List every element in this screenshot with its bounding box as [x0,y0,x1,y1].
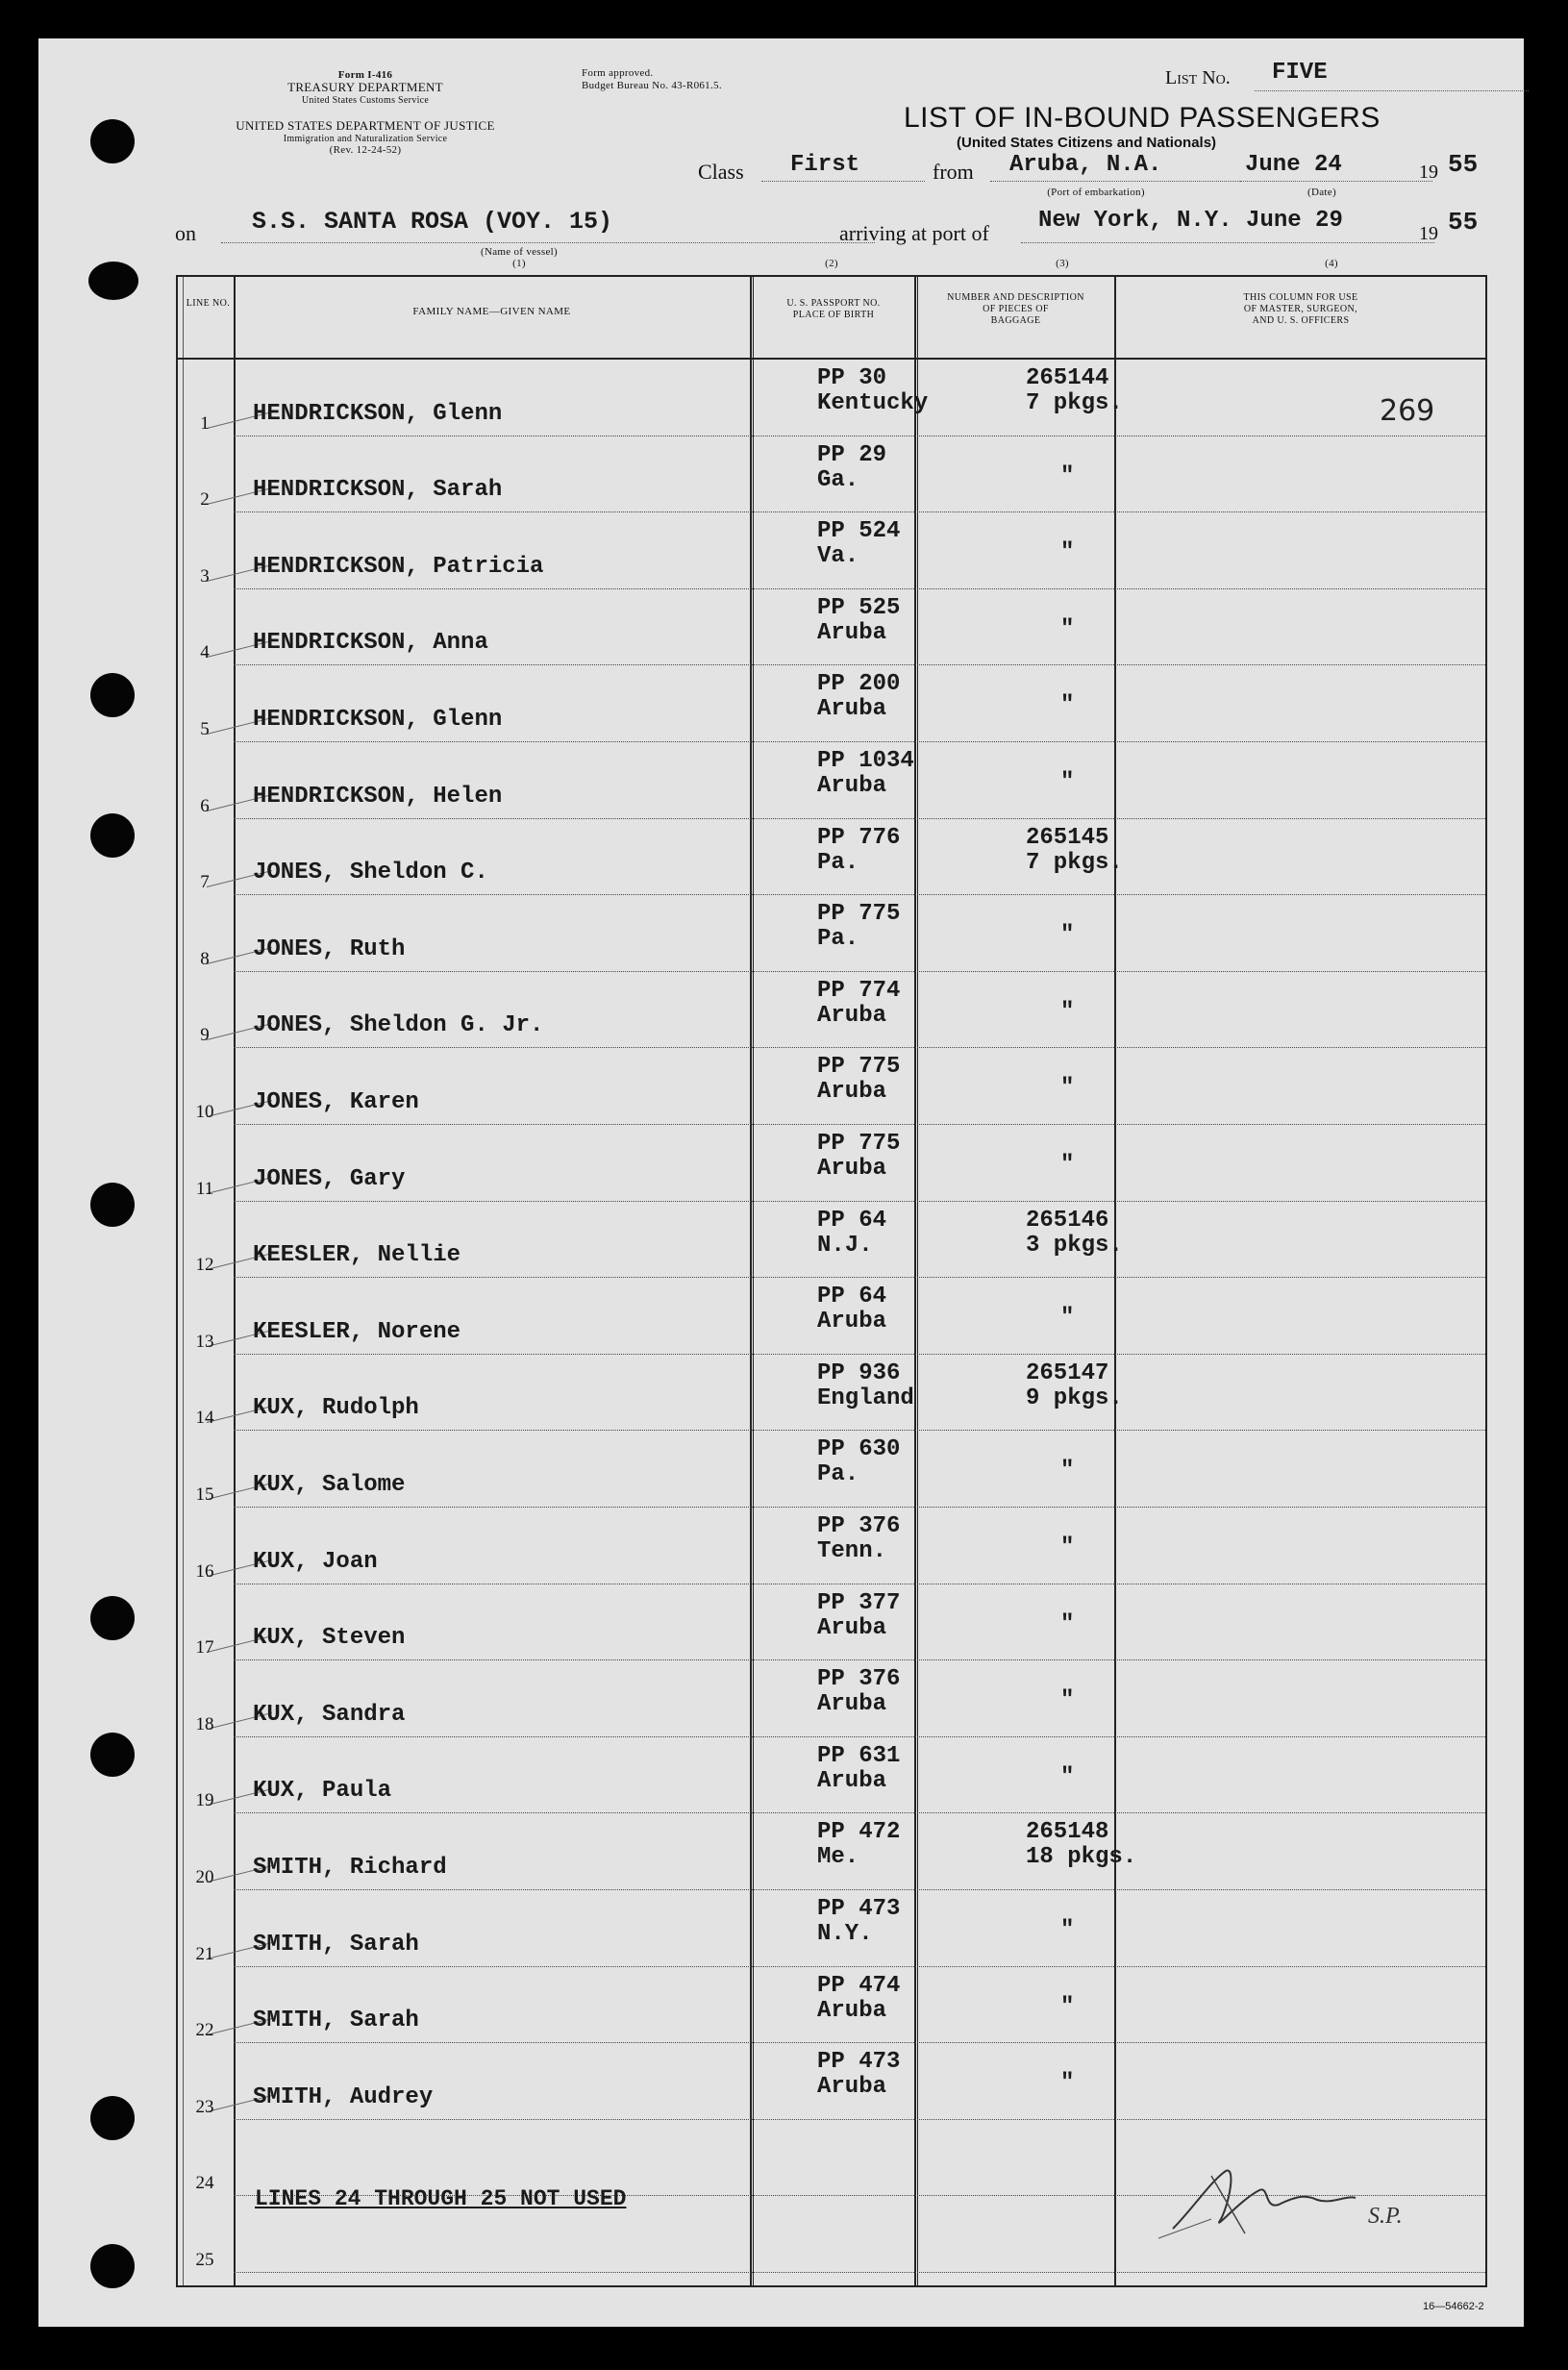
passport-number: PP 936 [817,1360,901,1386]
vessel-caption: (Name of vessel) [481,246,558,258]
passenger-name: JONES, Gary [253,1165,406,1192]
place-of-birth: Aruba [817,1309,887,1335]
table-row [178,512,1485,589]
ditto-mark: " [1060,998,1075,1025]
ditto-mark: " [1060,1458,1075,1484]
table-row [178,1890,1485,1967]
passenger-rows [178,360,1485,2285]
line-number: 11 [195,1178,214,1199]
passport-number: PP 200 [817,671,901,698]
line-number: 5 [200,718,210,739]
passport-number: PP 64 [817,1284,887,1310]
place-of-birth: Aruba [817,1002,887,1029]
punch-hole [90,119,135,163]
passenger-name: KUX, Salome [253,1471,406,1498]
table-row [178,360,1485,437]
passport-number: PP 29 [817,441,887,468]
table-row [178,1048,1485,1125]
year-value: 55 [1448,150,1479,179]
ditto-mark: " [1060,1763,1075,1790]
table-row [178,819,1485,896]
ditto-mark: " [1060,769,1075,795]
place-of-birth: Aruba [817,1767,887,1794]
passport-number: PP 473 [817,2049,901,2076]
line-number: 17 [195,1637,214,1659]
passport-number: PP 774 [817,977,901,1004]
caption-2: (2) [825,258,838,269]
passenger-name: JONES, Karen [253,1088,419,1115]
passport-number: PP 474 [817,1972,901,1999]
table-row [178,972,1485,1049]
baggage-number: 265146 [1026,1207,1109,1234]
list-no-value: FIVE [1272,60,1328,86]
baggage-pieces: 3 pkgs. [1026,1232,1123,1259]
caption-3: (3) [1056,258,1069,269]
table-row [178,1202,1485,1279]
place-of-birth: N.J. [817,1232,873,1259]
passenger-name: KUX, Paula [253,1778,392,1805]
line-number: 20 [195,1866,214,1887]
passport-number: PP 775 [817,901,901,928]
col-name: FAMILY NAME—GIVEN NAME [412,306,571,317]
manifest-page [38,38,1524,2327]
line-number: 24 [195,2173,214,2194]
line-number: 16 [195,1560,214,1582]
passenger-name: JONES, Ruth [253,936,406,962]
place-of-birth: Aruba [817,1691,887,1718]
baggage-number: 265147 [1026,1360,1109,1386]
passenger-name: KUX, Steven [253,1625,406,1652]
lines-not-used-note: LINES 24 THROUGH 25 NOT USED [255,2186,627,2211]
place-of-birth: Aruba [817,696,887,723]
passport-number: PP 1034 [817,748,914,774]
passenger-name: SMITH, Sarah [253,2008,419,2034]
ditto-mark: " [1060,539,1075,566]
page-subtitle: (United States Citizens and Nationals) [957,135,1217,151]
ditto-mark: " [1060,1917,1075,1943]
table-row [178,665,1485,742]
passenger-name: HENDRICKSON, Anna [253,630,488,657]
signature-initials: S.P. [1368,2204,1403,2229]
passport-number: PP 64 [817,1207,887,1234]
punch-hole [90,1596,135,1640]
line-number: 22 [195,2020,214,2041]
port-of-embarkation: Aruba, N.A. [1009,152,1162,178]
ditto-mark: " [1060,922,1075,949]
baggage-number: 265144 [1026,365,1109,391]
passenger-name: SMITH, Audrey [253,2083,434,2110]
revision: (Rev. 12-24-52) [329,144,402,156]
line-number: 7 [200,872,210,893]
place-of-birth: Me. [817,1844,859,1871]
passenger-name: HENDRICKSON, Glenn [253,400,503,427]
col-passport: U. S. PASSPORT NO. PLACE OF BIRTH [786,298,881,320]
place-of-birth: Pa. [817,926,859,953]
table-row [178,2043,1485,2120]
passport-number: PP 30 [817,365,887,391]
line-number: 14 [195,1408,214,1429]
place-of-birth: Pa. [817,1461,859,1488]
vessel-name: S.S. SANTA ROSA (VOY. 15) [252,208,613,236]
year-prefix: 19 [1419,162,1438,183]
passport-number: PP 630 [817,1436,901,1463]
baggage-pieces: 18 pkgs. [1026,1844,1137,1871]
table-row [178,1737,1485,1814]
col-baggage: NUMBER AND DESCRIPTION OF PIECES OF BAGGAGE [947,292,1084,326]
ditto-mark: " [1060,615,1075,642]
footer-code: 16—54662-2 [1423,2301,1484,2312]
passport-number: PP 775 [817,1131,901,1157]
place-of-birth: Tenn. [817,1538,887,1564]
passenger-name: KUX, Sandra [253,1701,406,1728]
line-number: 18 [195,1713,214,1734]
baggage-pieces: 7 pkgs. [1026,849,1123,876]
ins-service: Immigration and Naturalization Service [283,134,448,144]
table-row [178,1813,1485,1890]
line-number: 10 [195,1101,214,1122]
place-of-birth: Aruba [817,1156,887,1182]
place-of-birth: Aruba [817,1079,887,1106]
table-row [178,1508,1485,1584]
place-of-birth: Aruba [817,1614,887,1641]
table-row [178,742,1485,819]
passport-number: PP 525 [817,594,901,621]
place-of-birth: Aruba [817,1997,887,2024]
punch-hole [90,2096,135,2140]
year2-value: 55 [1448,208,1479,237]
department-of-justice: UNITED STATES DEPARTMENT OF JUSTICE [236,118,495,133]
embarkation-date: June 24 [1245,152,1342,178]
line-number: 25 [195,2249,214,2270]
passenger-name: SMITH, Sarah [253,1931,419,1958]
passenger-name: HENDRICKSON, Patricia [253,553,544,580]
passenger-name: JONES, Sheldon G. Jr. [253,1012,544,1039]
form-number: Form I-416 [337,69,393,81]
table-row [178,1431,1485,1508]
punch-hole [90,1183,135,1227]
passenger-table [176,275,1487,2287]
line-number: 12 [195,1255,214,1276]
on-label: on [175,221,196,245]
place-of-birth: Aruba [817,619,887,646]
ditto-mark: " [1060,2070,1075,2097]
baggage-number: 265148 [1026,1819,1109,1846]
line-number: 8 [200,948,210,969]
ditto-mark: " [1060,1152,1075,1178]
place-of-birth: Pa. [817,849,859,876]
customs-service: United States Customs Service [301,95,430,106]
passport-number: PP 631 [817,1742,901,1769]
table-row [178,1967,1485,2044]
place-of-birth: Aruba [817,773,887,799]
ditto-mark: " [1060,1534,1075,1560]
officer-signature [1154,2142,1442,2258]
line-number: 6 [200,795,210,816]
punch-hole [90,2244,135,2288]
passport-number: PP 376 [817,1666,901,1693]
line-number: 21 [195,1943,214,1964]
port-of-arrival: New York, N.Y. June 29 [1038,208,1343,234]
passenger-name: KUX, Rudolph [253,1395,419,1422]
passport-number: PP 376 [817,1513,901,1539]
passenger-name: HENDRICKSON, Helen [253,783,503,810]
passport-number: PP 524 [817,518,901,545]
col-line-no: LINE NO. [186,298,231,309]
passport-number: PP 377 [817,1589,901,1616]
col-officers: THIS COLUMN FOR USE OF MASTER, SURGEON, AND U. S. OFFICERS [1243,292,1358,326]
table-row [178,895,1485,972]
passport-number: PP 775 [817,1054,901,1081]
ditto-mark: " [1060,1687,1075,1714]
ditto-mark: " [1060,1993,1075,2020]
place-of-birth: Va. [817,543,859,570]
line-number: 4 [200,642,210,663]
punch-hole [90,1733,135,1777]
baggage-number: 265145 [1026,824,1109,851]
passport-number: PP 473 [817,1896,901,1922]
line-number: 9 [200,1025,210,1046]
line-number: 2 [200,489,210,511]
port-caption: (Port of embarkation) [1047,187,1145,198]
passenger-name: KEESLER, Nellie [253,1242,461,1269]
line-number: 3 [200,565,210,586]
list-no-label: List No. [1165,67,1231,88]
table-row [178,1355,1485,1432]
place-of-birth: England [817,1385,914,1411]
punch-hole [88,262,138,300]
passenger-name: KEESLER, Norene [253,1318,461,1345]
line-number: 23 [195,2096,214,2117]
budget-bureau: Budget Bureau No. 43-R061.5. [582,80,722,91]
from-label: from [933,160,974,184]
passenger-name: HENDRICKSON, Glenn [253,706,503,733]
table-row [178,1660,1485,1737]
passport-number: PP 472 [817,1819,901,1846]
date-caption: (Date) [1307,187,1336,198]
arriving-label: arriving at port of [839,221,989,245]
ditto-mark: " [1060,1305,1075,1332]
page-title: LIST OF IN-BOUND PASSENGERS [904,102,1381,134]
class-value: First [790,152,860,178]
ditto-mark: " [1060,1610,1075,1637]
place-of-birth: Ga. [817,466,859,493]
line-number: 1 [200,412,210,434]
year2-prefix: 19 [1419,223,1438,244]
officer-number: 269 [1380,394,1435,428]
place-of-birth: N.Y. [817,1921,873,1947]
line-number: 13 [195,1331,214,1352]
line-number: 15 [195,1484,214,1505]
punch-hole [90,673,135,717]
ditto-mark: " [1060,692,1075,719]
form-approved: Form approved. [582,67,654,79]
baggage-pieces: 7 pkgs. [1026,390,1123,416]
passenger-name: HENDRICKSON, Sarah [253,477,503,504]
table-row [178,1125,1485,1202]
passenger-name: JONES, Sheldon C. [253,860,488,886]
treasury-department: TREASURY DEPARTMENT [287,80,443,94]
line-number: 19 [195,1790,214,1811]
passenger-name: KUX, Joan [253,1548,378,1575]
baggage-pieces: 9 pkgs. [1026,1385,1123,1411]
table-row [178,1584,1485,1661]
class-label: Class [698,160,744,184]
place-of-birth: Aruba [817,2074,887,2101]
table-row [178,1278,1485,1355]
caption-4: (4) [1325,258,1338,269]
table-row [178,437,1485,513]
ditto-mark: " [1060,462,1075,489]
passenger-name: SMITH, Richard [253,1854,447,1881]
punch-hole [90,813,135,858]
table-row [178,589,1485,666]
caption-1: (1) [512,258,526,269]
place-of-birth: Kentucky [817,390,929,416]
ditto-mark: " [1060,1075,1075,1102]
passport-number: PP 776 [817,824,901,851]
